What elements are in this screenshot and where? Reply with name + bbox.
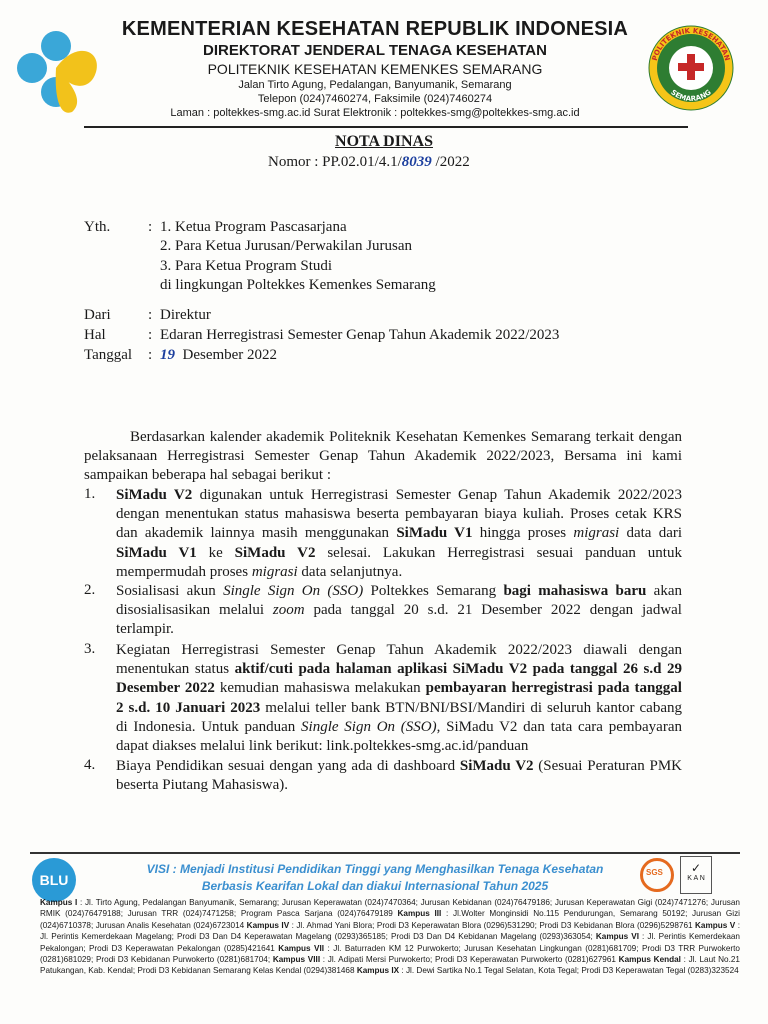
hal-label: Hal — [84, 327, 106, 343]
tanggal-handwritten: 19 — [160, 347, 175, 363]
dari-colon: : — [148, 307, 153, 323]
hal-value: Edaran Herregistrasi Semester Genap Tahun Akademik 2022/2023 — [160, 327, 560, 343]
blu-logo-icon: BLU — [32, 858, 76, 902]
institution-web: Laman : poltekkes-smg.ac.id Surat Elektronik : poltekkes-smg@poltekkes-smg.ac.id — [170, 107, 580, 119]
item-3-text: Kegiatan Herregistrasi Semester Genap Tahun Akademik 2022/2023 diawali dengan menentukan status aktif/cuti pada halaman aplikasi SiMadu V2 pada tanggal 26 s.d 29 Desember 2022 kemudian mahasiswa melakukan pembayaran herregistrasi pada tanggal 2 s.d. 10 Januari 2023 melalui teller bank BTN/BNI/BSI/Mandiri di seluruh kantor cabang di Indonesia. Untuk panduan Single Sign On (SSO), SiMadu V2 dan tata cara pembayaran dapat diakses melalui link berikut: link.poltekkes-smg.ac.id/panduan — [116, 642, 682, 755]
document-number — [268, 154, 470, 171]
intro-paragraph: Berdasarkan kalender akademik Politeknik Kesehatan Kemenkes Semarang terkait dengan pelaksanaan Herregistrasi Semester Genap Tahun Akademik 2022/2023, Bersama ini kami sampaikan beberapa hal sebagai berikut : — [84, 429, 682, 484]
yth-label: Yth. — [84, 219, 111, 235]
item-2-text: Sosialisasi akun Single Sign On (SSO) Poltekkes Semarang bagi mahasiswa baru akan disosialisasikan melalui zoom pada tanggal 20 s.d. 21 Desember 2022 dengan jadwal terlampir. — [116, 583, 682, 638]
tanggal-label: Tanggal — [84, 347, 133, 363]
item-4-text: Biaya Pendidikan sesuai dengan yang ada di dashboard SiMadu V2 (Sesuai Peraturan PMK beserta Piutang Mahasiswa). — [116, 758, 682, 794]
document-title: NOTA DINAS — [335, 133, 433, 150]
item-3-number: 3. — [84, 641, 96, 657]
kan-accreditation-icon: ✓ K A N — [680, 856, 712, 894]
yth-line-2: 2. Para Ketua Jurusan/Perwakilan Jurusan — [160, 238, 413, 254]
directorate-name: DIREKTORAT JENDERAL TENAGA KESEHATAN — [203, 42, 547, 59]
seal-bottom-text: SEMARANG — [669, 88, 713, 104]
yth-line-1: 1. Ketua Program Pascasarjana — [160, 219, 347, 235]
nomor-prefix: Nomor : PP.02.01/4.1/ — [268, 154, 402, 170]
institution-address: Jalan Tirto Agung, Pedalangan, Banyumanik, Semarang — [238, 79, 512, 91]
vision-line-2: Berbasis Kearifan Lokal dan diakui Internasional Tahun 2025 — [201, 879, 549, 893]
nomor-suffix: /2022 — [431, 154, 470, 170]
poltekkes-seal-icon — [640, 24, 742, 112]
tanggal-value — [160, 345, 277, 365]
tanggal-month-year: Desember 2022 — [182, 347, 278, 363]
campus-addresses: Kampus I : Jl. Tirto Agung, Pedalangan Banyumanik, Semarang; Jurusan Keperawatan (024)7470364; Jurusan Kebidanan (024)76479186; Jurusan Keperawatan Gigi (024)7471276; Jurusan RMIK (024)76479188; Jurusan TRR (024)7471258; Program Pasca Sarjana (024)76479189 Kampus III : Jl.Wolter Monginsidi No.115 Pendurungan, Semarang 50192; Jurusan Gizi (024)6710378; Jurusan Analis Kesehatan (024)6723014 Kampus IV : Jl. Ahmad Yani Blora; Prodi D3 Keperawatan Blora (0296)531290; Prodi D3 Kebidanan Blora (0296)5298761 Kampus V : Jl. Perintis Kemerdekaan Magelang; Prodi D3 Dan D4 Keperawatan Magelang (0293)365185; Prodi D3 Dan D4 Kebidanan Magelang (0293)363054; Kampus VI : Jl. Perintis Kemerdekaan Pekalongan; Prodi D3 Keperawatan Pekalongan (0285)421641 Kampus VII : Jl. Baturraden KM 12 Purwokerto; Jurusan Kesehatan Lingkungan (0281)681709; Prodi D3 TRR Purwokerto (0281)681029; Prodi D3 Kebidanan Purwokerto (0281)681704; Kampus VIII : Jl. Adipati Mersi Purwokerto; Prodi D3 Keperawatan Purwokerto (0281)627961 Kampus Kendal : Jl. Laut No.21 Patukangan, Kab. Kendal; Prodi D3 Kebidanan Semarang Kelas Kendal (0294)381468 Kampus IX : Jl. Dewi Sartika No.1 Tegal Selatan, Kota Tegal; Prodi D3 Keperawatan Tegal (0283)323524 — [40, 898, 740, 976]
dari-value: Direktur — [160, 307, 211, 323]
sgs-certification-icon — [640, 858, 674, 892]
footer-divider — [30, 852, 740, 854]
dari-label: Dari — [84, 307, 111, 323]
letterhead-divider — [84, 126, 688, 128]
yth-line-3: 3. Para Ketua Program Studi — [160, 258, 333, 274]
ministry-name: KEMENTERIAN KESEHATAN REPUBLIK INDONESIA — [121, 18, 629, 40]
item-1-number: 1. — [84, 486, 96, 502]
yth-colon: : — [148, 219, 153, 235]
institution-phone: Telepon (024)7460274, Faksimile (024)7460274 — [257, 93, 493, 105]
tanggal-colon: : — [148, 347, 153, 363]
seal-top-text: POLITEKNIK KESEHATAN — [650, 26, 732, 62]
item-1-text: SiMadu V2 digunakan untuk Herregistrasi Semester Genap Tahun Akademik 2022/2023 dengan menentukan status mahasiswa beserta pembayaran biaya kuliah. Proses cetak KRS dan akademik lainnya masih menggunakan SiMadu V1 hingga proses migrasi data dari SiMadu V1 ke SiMadu V2 selesai. Lakukan Herregistrasi sesuai panduan untuk mempermudah proses migrasi data selanjutnya. — [116, 487, 683, 580]
nomor-handwritten: 8039 — [401, 154, 432, 170]
kemenkes-logo-icon — [6, 20, 106, 120]
hal-colon: : — [148, 327, 153, 343]
kan-label: K A N — [687, 875, 705, 882]
item-4-number: 4. — [84, 757, 96, 773]
sgs-label: SGS — [646, 868, 663, 877]
yth-line-4: di lingkungan Poltekkes Kemenkes Semarang — [160, 277, 436, 293]
vision-line-1: VISI : Menjadi Institusi Pendidikan Tinggi yang Menghasilkan Tenaga Kesehatan — [146, 862, 604, 876]
institution-name: POLITEKNIK KESEHATAN KEMENKES SEMARANG — [207, 61, 543, 77]
item-2-number: 2. — [84, 582, 96, 598]
